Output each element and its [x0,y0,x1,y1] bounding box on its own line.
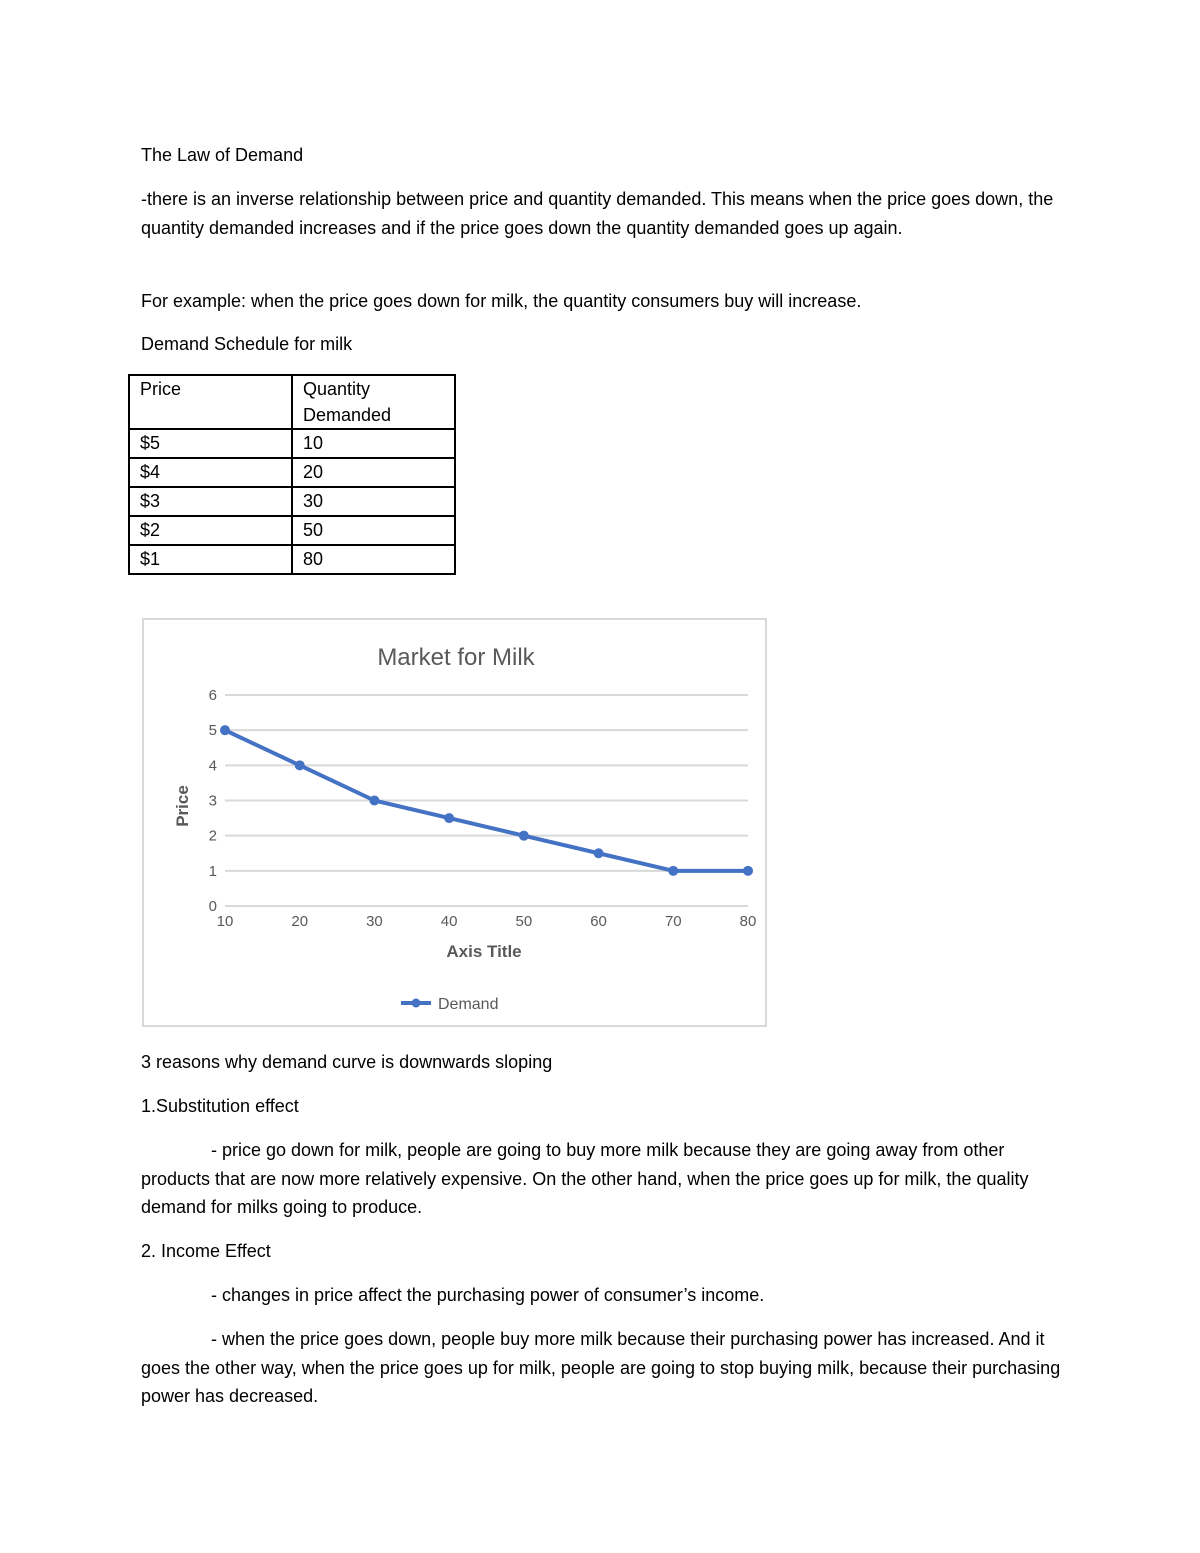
reasons-heading: 3 reasons why demand curve is downwards sloping [141,1052,553,1072]
y-tick-label: 2 [208,827,217,845]
chart-y-ticks [209,687,217,915]
x-axis-title: Axis Title [446,942,522,961]
y-tick-label: 6 [208,687,217,704]
x-tick-label: 10 [216,913,234,930]
data-point [295,760,305,770]
x-tick-label: 40 [440,913,458,930]
document-heading: The Law of Demand [141,145,304,165]
table-cell-price: $5 [129,429,292,458]
definition-paragraph: -there is an inverse relationship between price and quantity demanded. This means when the price goes down, the quantity demanded increases and if the price goes down the quantity demanded goes up again. [141,189,1054,238]
data-point [444,813,454,823]
y-tick-label: 1 [208,862,217,880]
reason1-text: - price go down for milk, people are going to buy more milk because they are going away from other products that are now more relatively expensive. On the other hand, when the price goes up for milk, the quality demand for milks going to produce. [141,1140,1029,1217]
table-cell-quantity: 30 [292,487,455,516]
y-tick-label: 5 [208,722,217,740]
data-point [519,831,529,841]
reason2-text-b: - when the price goes down, people buy more milk because their purchasing power has increased. And it goes the other way, when the price goes up for milk, people are going to stop buying milk, because their purchasing power has decreased. [141,1329,1061,1406]
x-tick-label: 20 [291,913,309,930]
table-row [129,545,455,574]
schedule-title: Demand Schedule for milk [141,334,353,354]
y-tick-label: 3 [208,792,217,810]
market-chart [142,618,767,1027]
reason2-title: 2. Income Effect [141,1241,271,1261]
chart-x-ticks [217,913,757,930]
table-cell-price: $3 [129,487,292,516]
table-row [129,458,455,487]
x-tick-label: 80 [739,913,757,930]
table-cell-quantity: 20 [292,458,455,487]
table-cell-price: $1 [129,545,292,574]
reason1-title: 1.Substitution effect [141,1096,299,1116]
table-cell-price: $2 [129,516,292,545]
data-point [369,796,379,806]
table-header-price: Price [129,375,292,429]
table-cell-quantity: 80 [292,545,455,574]
y-axis-title: Price [173,785,192,827]
legend-label-demand: Demand [438,996,499,1013]
reason2-text-a: - changes in price affect the purchasing power of consumer’s income. [211,1285,765,1305]
x-tick-label: 60 [590,913,607,930]
legend-marker-demand [412,999,421,1008]
table-cell-quantity: 50 [292,516,455,545]
chart-title: Market for Milk [377,644,535,671]
chart-legend [401,996,498,1013]
data-point [668,866,678,876]
table-row [129,429,455,458]
data-point [594,848,604,858]
x-tick-label: 30 [366,913,383,930]
table-cell-quantity: 10 [292,429,455,458]
table-header-quantity: Quantity Demanded [292,375,455,429]
table-header-row [129,375,455,429]
demand-schedule-table [128,374,456,575]
chart-gridlines [225,695,748,906]
y-tick-label: 4 [208,757,217,775]
x-tick-label: 50 [515,913,533,930]
table-row [129,487,455,516]
chart-canvas [144,620,765,1025]
table-cell-price: $4 [129,458,292,487]
x-tick-label: 70 [664,913,682,930]
data-point [743,866,753,876]
data-point [220,725,230,735]
example-paragraph: For example: when the price goes down for milk, the quantity consumers buy will increase. [141,291,862,311]
y-tick-label: 0 [208,898,217,915]
table-row [129,516,455,545]
